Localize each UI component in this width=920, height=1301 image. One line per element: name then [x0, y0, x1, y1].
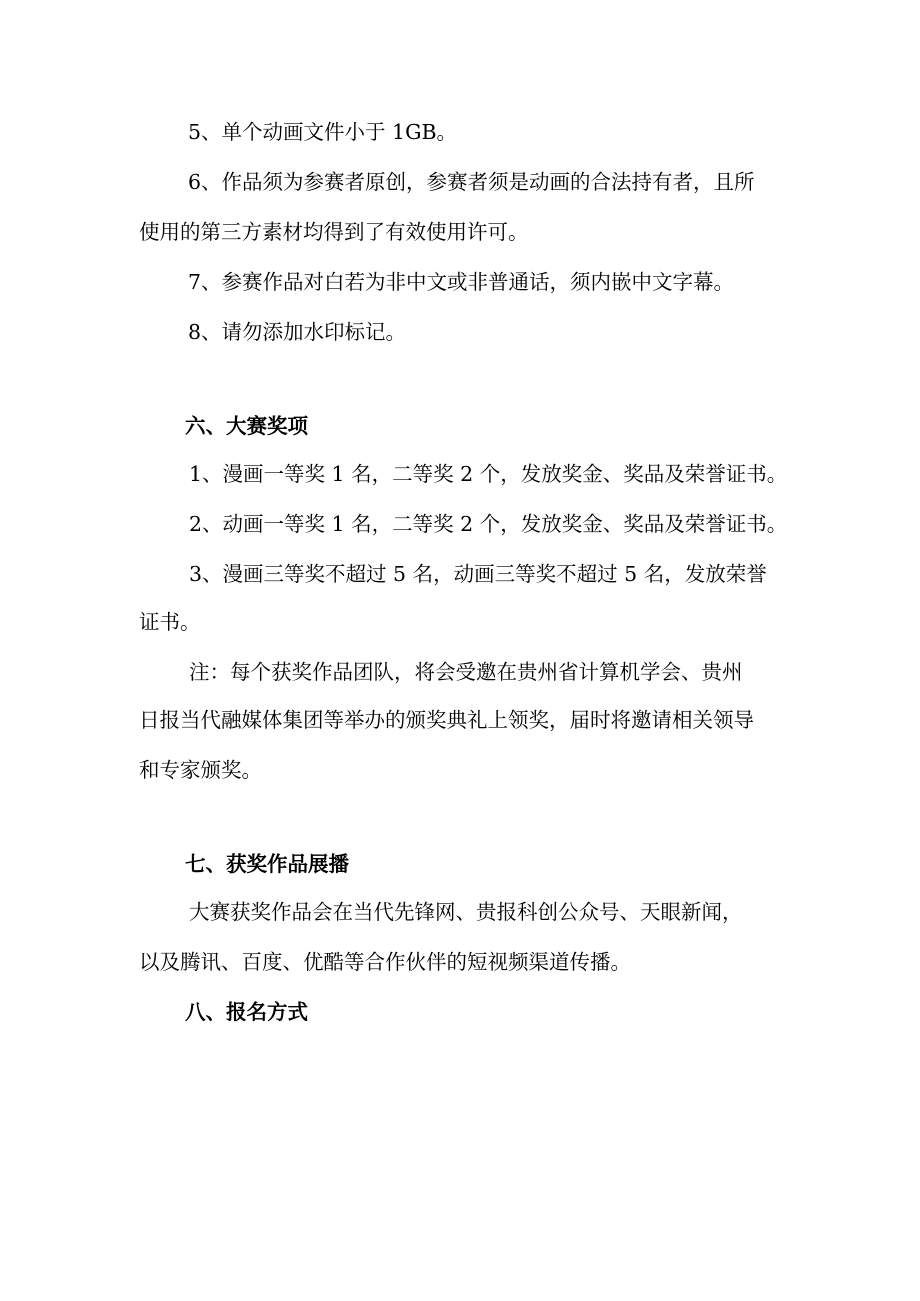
- section-heading-registration: 八、报名方式: [185, 1000, 308, 1024]
- note-paragraph-continuation: 和专家颁奖。: [139, 758, 262, 782]
- list-item: 5、单个动画文件小于 1GB。: [188, 120, 458, 144]
- list-item: 1、漫画一等奖 1 名，二等奖 2 个，发放奖金、奖品及荣誉证书。: [189, 462, 788, 486]
- section-heading-awards: 六、大赛奖项: [185, 414, 308, 438]
- list-item-continuation: 证书。: [139, 610, 201, 634]
- body-paragraph-continuation: 以及腾讯、百度、优酷等合作伙伴的短视频渠道传播。: [139, 950, 631, 974]
- list-item: 7、参赛作品对白若为非中文或非普通话，须内嵌中文字幕。: [188, 270, 735, 294]
- note-paragraph-continuation: 日报当代融媒体集团等举办的颁奖典礼上领奖，届时将邀请相关领导: [139, 708, 754, 732]
- section-heading-showcase: 七、获奖作品展播: [185, 852, 349, 876]
- note-paragraph: 注：每个获奖作品团队，将会受邀在贵州省计算机学会、贵州: [189, 660, 743, 684]
- list-item: 3、漫画三等奖不超过 5 名，动画三等奖不超过 5 名，发放荣誉: [189, 562, 767, 586]
- list-item: 6、作品须为参赛者原创，参赛者须是动画的合法持有者，且所: [188, 170, 755, 194]
- list-item: 2、动画一等奖 1 名，二等奖 2 个，发放奖金、奖品及荣誉证书。: [189, 512, 788, 536]
- list-item: 8、请勿添加水印标记。: [188, 320, 407, 344]
- body-paragraph: 大赛获奖作品会在当代先锋网、贵报科创公众号、天眼新闻，: [189, 900, 743, 924]
- list-item-continuation: 使用的第三方素材均得到了有效使用许可。: [139, 220, 529, 244]
